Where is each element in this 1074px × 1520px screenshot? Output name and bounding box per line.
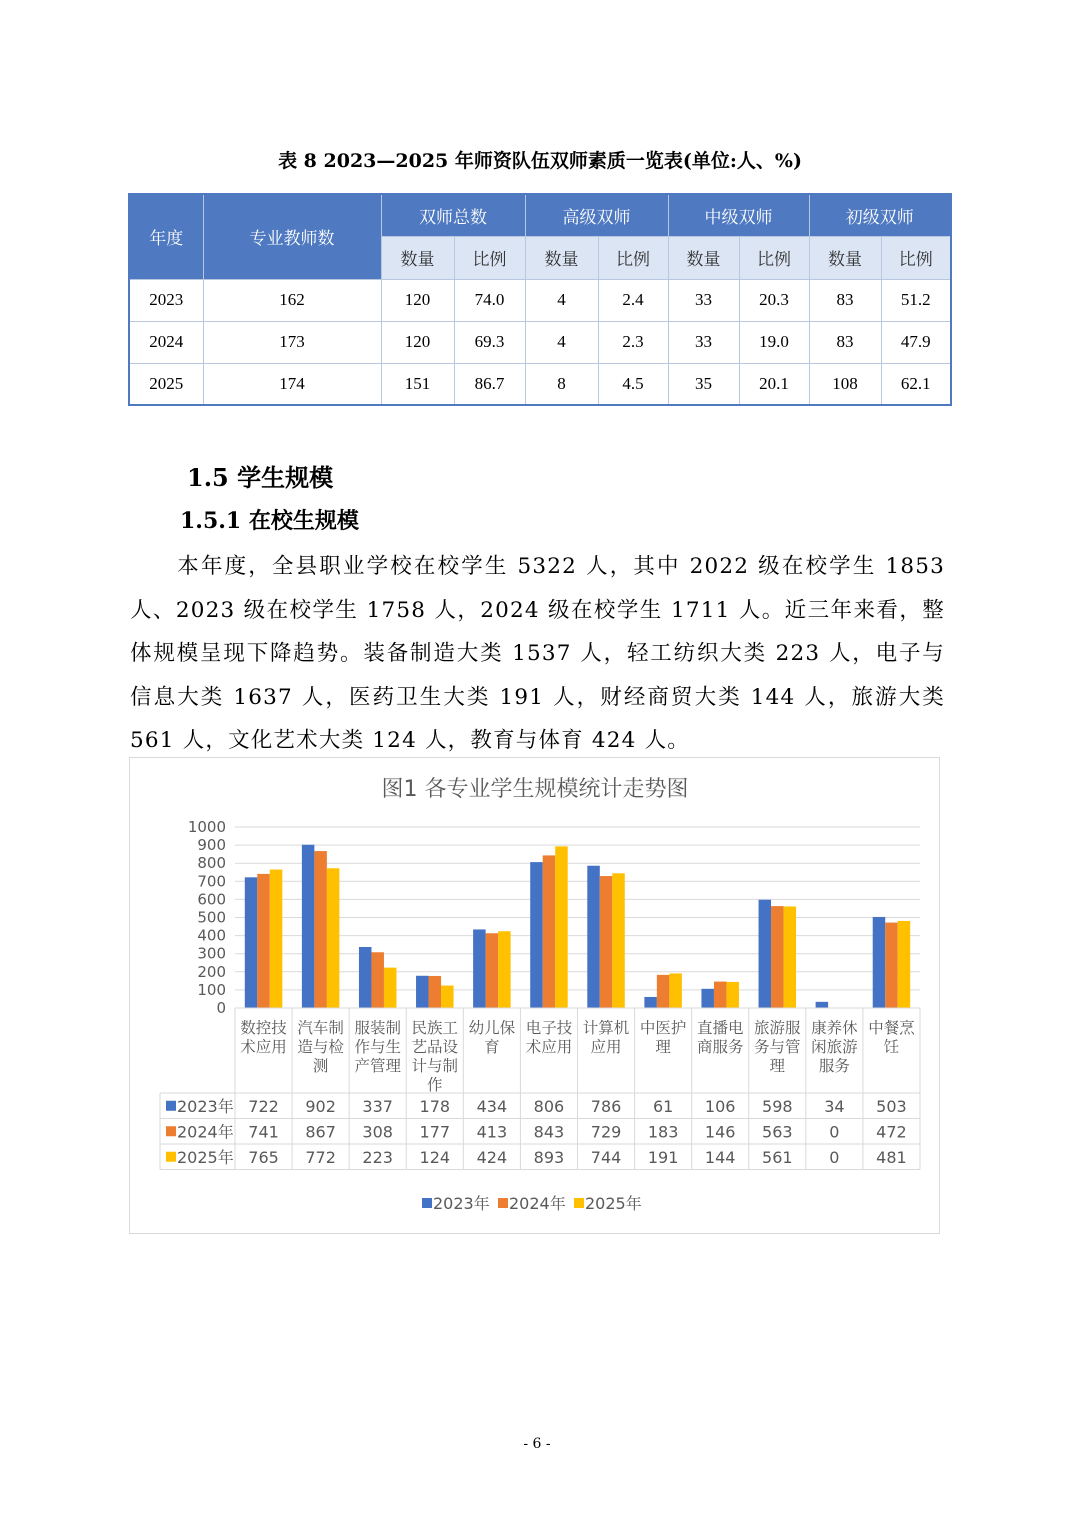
cell-value: 120 [381, 279, 454, 321]
data-label: 806 [533, 1096, 565, 1116]
data-label: 729 [590, 1122, 622, 1142]
data-label: 741 [248, 1122, 279, 1142]
bar [359, 947, 372, 1008]
category-label: 术应用 [240, 1038, 287, 1056]
y-tick-label: 1000 [187, 818, 226, 836]
category-label: 造与检 [297, 1038, 344, 1056]
bar [873, 917, 886, 1008]
data-label: 722 [248, 1096, 279, 1116]
data-label: 177 [419, 1122, 451, 1142]
table-row [129, 363, 951, 405]
bar [543, 855, 556, 1008]
cell-value: 151 [381, 363, 454, 405]
bar [371, 952, 384, 1008]
cell-value: 83 [809, 279, 881, 321]
cell-value: 20.3 [739, 279, 809, 321]
cell-value: 35 [668, 363, 739, 405]
cell-value: 47.9 [881, 321, 951, 363]
series-row-label: 2024年 [177, 1122, 234, 1142]
data-label: 843 [533, 1122, 565, 1142]
category-label: 应用 [590, 1038, 622, 1056]
data-label: 0 [829, 1147, 840, 1167]
category-label: 幼儿保 [468, 1019, 516, 1037]
legend-key [166, 1152, 176, 1162]
category-label: 计算机 [582, 1019, 630, 1037]
category-label: 汽车制 [297, 1019, 344, 1037]
header-group-middle: 中级双师 [668, 194, 809, 236]
category-label: 中医护 [639, 1019, 687, 1037]
data-label: 772 [305, 1147, 336, 1167]
category-label: 闲旅游 [811, 1038, 858, 1056]
y-tick-label: 0 [216, 999, 226, 1017]
legend-swatch [498, 1198, 508, 1208]
bar [771, 906, 784, 1008]
bar [612, 873, 625, 1008]
bar [759, 900, 772, 1008]
category-label: 旅游服 [754, 1019, 801, 1037]
cell-year: 2023 [129, 279, 203, 321]
legend-key [166, 1126, 176, 1136]
data-label: 902 [305, 1096, 336, 1116]
header-count: 数量 [809, 236, 881, 279]
data-label: 563 [762, 1122, 793, 1142]
y-tick-label: 900 [197, 836, 226, 855]
bar [498, 931, 511, 1008]
legend-label: 2025年 [585, 1194, 642, 1213]
bar [885, 923, 898, 1008]
faculty-table [128, 193, 952, 406]
data-label: 786 [590, 1096, 622, 1116]
cell-value: 33 [668, 321, 739, 363]
header-group-senior: 高级双师 [525, 194, 668, 236]
bar [429, 976, 442, 1008]
data-label: 337 [362, 1096, 393, 1116]
category-label: 理 [655, 1038, 671, 1056]
bar [245, 877, 258, 1008]
legend-label: 2023年 [433, 1194, 490, 1213]
category-label: 数控技 [240, 1019, 287, 1037]
y-tick-label: 600 [197, 890, 226, 909]
cell-teachers: 174 [203, 363, 381, 405]
data-label: 867 [305, 1122, 336, 1142]
category-label: 艺品设 [411, 1038, 459, 1056]
cell-value: 8 [525, 363, 598, 405]
data-label: 144 [704, 1147, 736, 1167]
data-label: 561 [762, 1147, 793, 1167]
cell-value: 20.1 [739, 363, 809, 405]
section-title: 1.5 学生规模 [187, 463, 334, 492]
y-tick-label: 700 [197, 872, 226, 891]
bar [441, 986, 454, 1008]
cell-value: 2.4 [598, 279, 668, 321]
data-label: 598 [762, 1096, 793, 1116]
y-tick-label: 500 [197, 908, 226, 927]
data-label: 481 [876, 1147, 907, 1167]
cell-value: 108 [809, 363, 881, 405]
table-caption: 表 8 2023—2025 年师资队伍双师素质一览表(单位:人、%) [278, 150, 802, 172]
cell-value: 4 [525, 321, 598, 363]
cell-value: 33 [668, 279, 739, 321]
series-row-label: 2023年 [177, 1096, 234, 1116]
bar [714, 982, 727, 1008]
header-ratio: 比例 [739, 236, 809, 279]
y-tick-label: 100 [197, 980, 226, 999]
bar [302, 845, 315, 1008]
data-label: 503 [876, 1096, 907, 1116]
category-label: 理 [769, 1057, 786, 1075]
bar [669, 973, 682, 1008]
category-label: 饪 [883, 1038, 900, 1056]
data-label: 434 [476, 1096, 508, 1116]
bar [701, 989, 714, 1008]
category-label: 术应用 [525, 1038, 573, 1056]
data-label: 146 [704, 1122, 736, 1142]
bar [555, 846, 568, 1008]
bar [587, 866, 600, 1008]
y-tick-label: 400 [197, 926, 226, 945]
table-row [129, 321, 951, 363]
bar [600, 876, 613, 1008]
data-label: 61 [652, 1096, 674, 1116]
data-label: 34 [824, 1096, 845, 1116]
data-label: 178 [419, 1096, 451, 1116]
legend-label: 2024年 [509, 1194, 566, 1213]
cell-value: 120 [381, 321, 454, 363]
cell-teachers: 173 [203, 321, 381, 363]
data-label: 223 [362, 1147, 393, 1167]
cell-year: 2024 [129, 321, 203, 363]
header-count: 数量 [668, 236, 739, 279]
bar [530, 862, 543, 1008]
data-label: 413 [476, 1122, 508, 1142]
category-label: 服装制 [354, 1019, 401, 1037]
data-label: 191 [647, 1147, 679, 1167]
bar [726, 982, 739, 1008]
data-label: 124 [419, 1147, 451, 1167]
cell-value: 86.7 [454, 363, 525, 405]
data-label: 0 [829, 1122, 840, 1142]
bar [270, 870, 283, 1008]
data-label: 744 [590, 1147, 622, 1167]
cell-value: 83 [809, 321, 881, 363]
data-label: 308 [362, 1122, 393, 1142]
header-year: 年度 [129, 194, 203, 279]
legend-swatch [574, 1198, 584, 1208]
category-label: 民族工 [411, 1019, 459, 1037]
category-label: 务与管 [754, 1038, 801, 1056]
data-label: 183 [647, 1122, 679, 1142]
cell-value: 19.0 [739, 321, 809, 363]
category-label: 中餐烹 [868, 1019, 915, 1037]
cell-value: 74.0 [454, 279, 525, 321]
header-ratio: 比例 [454, 236, 525, 279]
series-row-label: 2025年 [177, 1147, 234, 1167]
section-subtitle: 1.5.1 在校生规模 [180, 508, 359, 534]
header-ratio: 比例 [598, 236, 668, 279]
data-label: 893 [533, 1147, 565, 1167]
category-label: 作 [427, 1076, 443, 1094]
y-tick-label: 200 [197, 962, 226, 981]
header-teachers: 专业教师数 [203, 194, 381, 279]
cell-teachers: 162 [203, 279, 381, 321]
cell-value: 4.5 [598, 363, 668, 405]
category-label: 直播电 [696, 1019, 744, 1037]
bar [816, 1002, 829, 1008]
data-label: 472 [876, 1122, 907, 1142]
bar [257, 874, 270, 1008]
category-label: 育 [484, 1038, 500, 1056]
bar [416, 976, 429, 1008]
category-label: 作与生 [354, 1038, 401, 1056]
data-label: 765 [248, 1147, 279, 1167]
cell-value: 69.3 [454, 321, 525, 363]
chart-title: 图1 各专业学生规模统计走势图 [381, 777, 689, 802]
data-label: 106 [704, 1096, 736, 1116]
bar [327, 868, 340, 1008]
cell-value: 4 [525, 279, 598, 321]
category-label: 康养休 [811, 1019, 858, 1037]
header-count: 数量 [381, 236, 454, 279]
legend-key [166, 1101, 176, 1111]
bar [898, 921, 911, 1008]
header-group-total: 双师总数 [381, 194, 525, 236]
cell-value: 62.1 [881, 363, 951, 405]
cell-year: 2025 [129, 363, 203, 405]
bar [384, 968, 397, 1008]
bar [784, 906, 797, 1008]
y-tick-label: 800 [197, 854, 226, 873]
header-count: 数量 [525, 236, 598, 279]
category-label: 商服务 [696, 1038, 744, 1056]
cell-value: 51.2 [881, 279, 951, 321]
category-label: 电子技 [525, 1019, 573, 1037]
student-scale-chart [129, 757, 940, 1234]
category-label: 计与制 [411, 1057, 459, 1075]
category-label: 产管理 [354, 1057, 401, 1075]
bar [644, 997, 657, 1008]
header-group-junior: 初级双师 [809, 194, 951, 236]
y-tick-label: 300 [197, 944, 226, 963]
legend-swatch [422, 1198, 432, 1208]
category-label: 服务 [818, 1057, 850, 1075]
data-label: 424 [476, 1147, 508, 1167]
page-number: - 6 - [523, 1436, 551, 1452]
bar [486, 933, 499, 1008]
bar [657, 975, 670, 1008]
category-label: 测 [312, 1057, 329, 1075]
bar [314, 851, 327, 1008]
bar [473, 929, 486, 1008]
chart-svg [130, 758, 941, 1235]
cell-value: 2.3 [598, 321, 668, 363]
header-ratio: 比例 [881, 236, 951, 279]
body-paragraph: 本年度，全县职业学校在校学生 5322 人，其中 2022 级在校学生 1853 人、2023 级在校学生 1758 人，2024 级在校学生 1711 人。近三年来看，整体规模呈现下降趋势。装备制造大类 1537 人，轻工纺织大类 223 人，电子与信息大类 1637 人，医药卫生大类 191 人，财经商贸大类 144 人，旅游大类 561 人，文化艺术大类 124 人，教育与体育 424 人。 [130, 554, 945, 753]
table-row [129, 279, 951, 321]
